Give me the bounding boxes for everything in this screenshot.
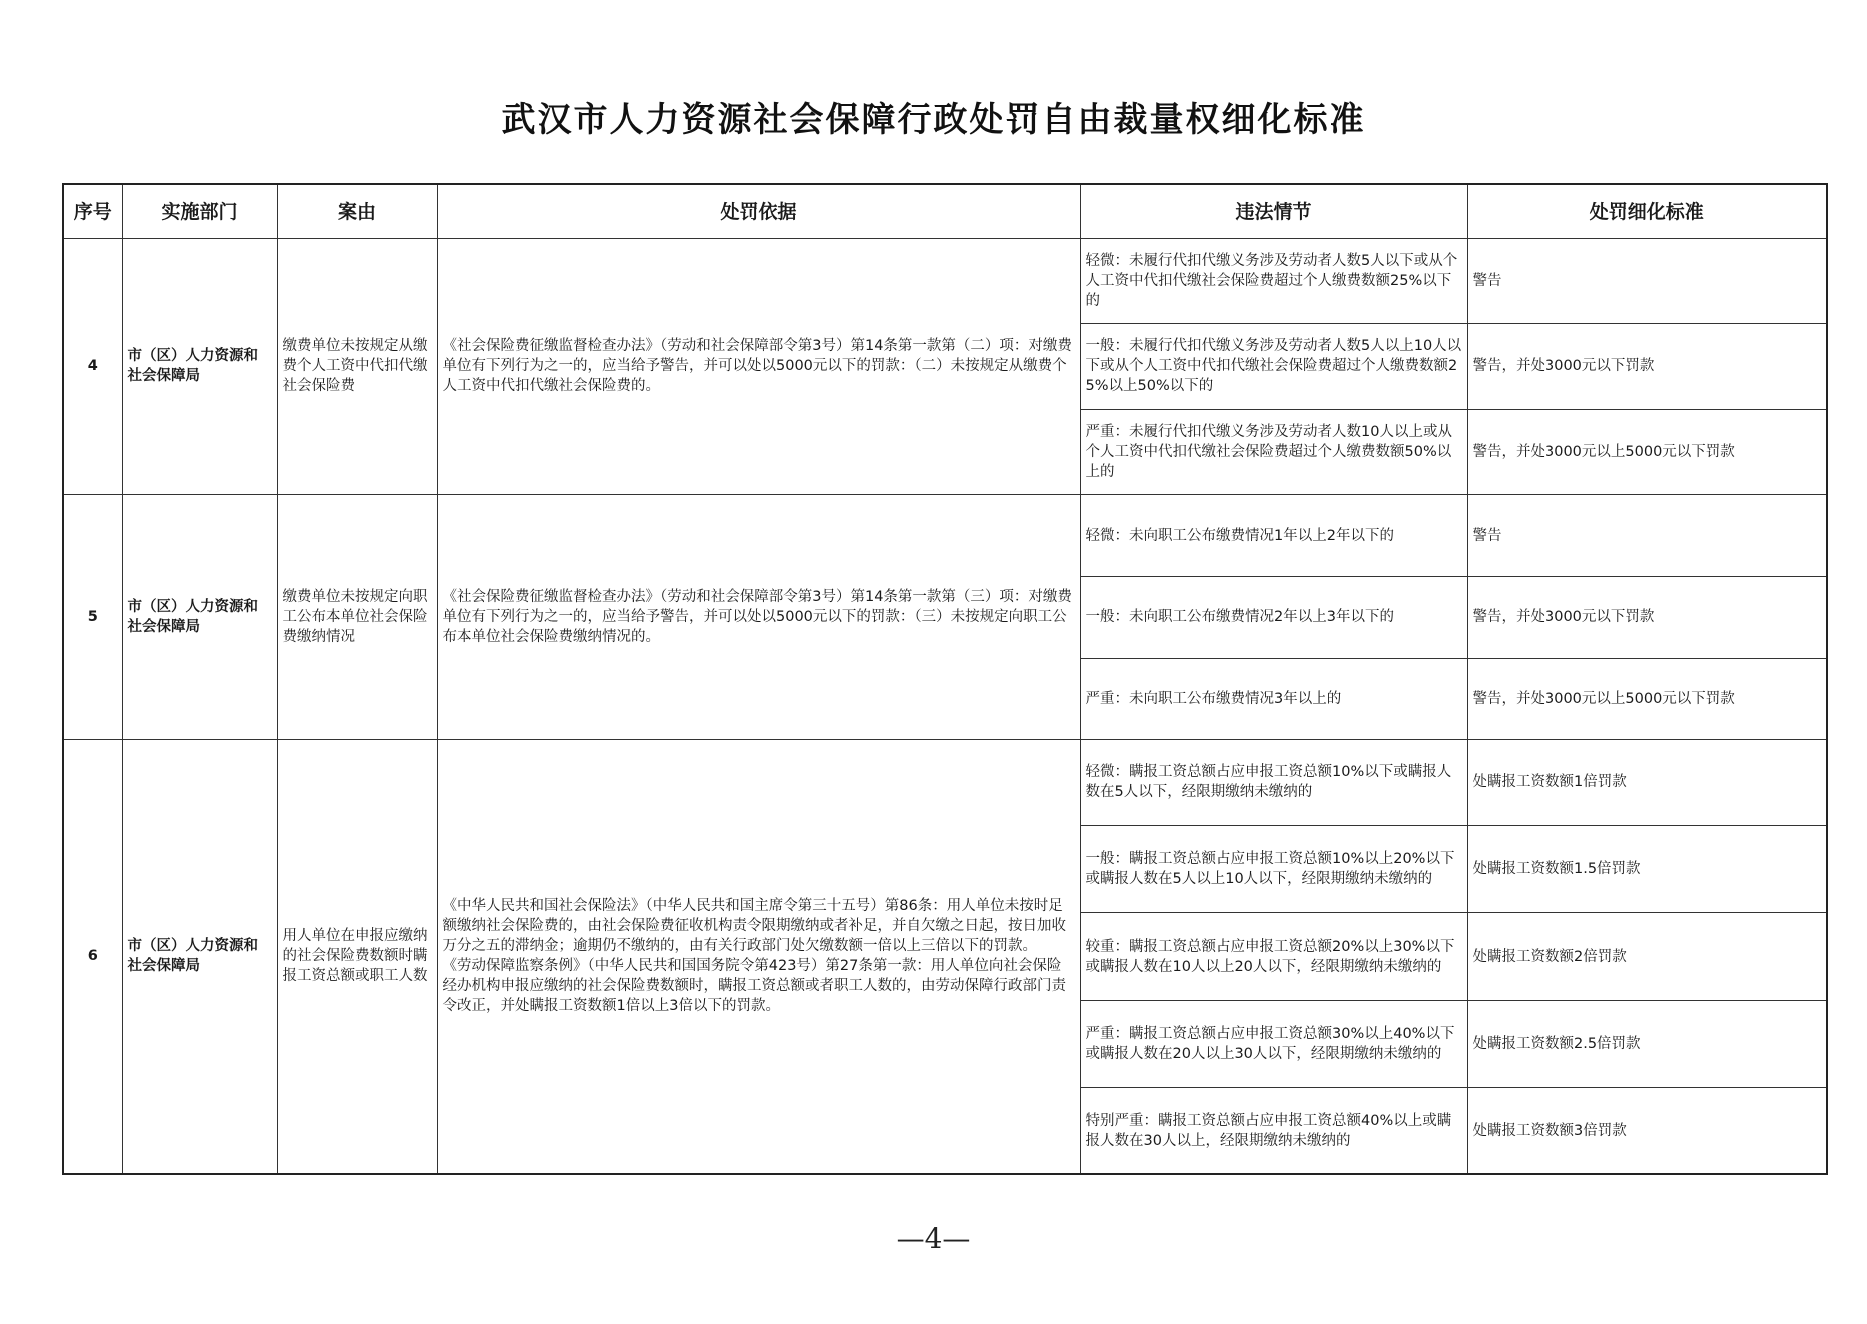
- table-header-row: [63, 184, 1827, 239]
- violation-plot: 严重：未向职工公布缴费情况3年以上的: [1080, 658, 1467, 739]
- violation-plot: 轻微：瞒报工资总额占应申报工资总额10%以下或瞒报人数在5人以下，经限期缴纳未缴纳的: [1080, 739, 1467, 825]
- violation-plot: 严重：瞒报工资总额占应申报工资总额30%以上40%以下或瞒报人数在20人以上30人以下，经限期缴纳未缴纳的: [1080, 1000, 1467, 1087]
- penalty-standard: 警告，并处3000元以上5000元以下罚款: [1467, 409, 1827, 494]
- table-row: [63, 239, 1827, 324]
- row-dept: 市（区）人力资源和社会保障局: [122, 239, 277, 495]
- penalty-standard: 警告，并处3000元以下罚款: [1467, 577, 1827, 658]
- penalty-standard: 处瞒报工资数额1.5倍罚款: [1467, 826, 1827, 913]
- violation-plot: 一般：未履行代扣代缴义务涉及劳动者人数5人以上10人以下或从个人工资中代扣代缴社会保险费超过个人缴费数额25%以上50%以下的: [1080, 324, 1467, 409]
- violation-plot: 一般：瞒报工资总额占应申报工资总额10%以上20%以下或瞒报人数在5人以上10人以下，经限期缴纳未缴纳的: [1080, 826, 1467, 913]
- basis-paragraph: 《中华人民共和国社会保险法》（中华人民共和国主席令第三十五号）第86条：用人单位未按时足额缴纳社会保险费的，由社会保险费征收机构责令限期缴纳或者补足，并自欠缴之日起，按日加收万分之五的滞纳金；逾期仍不缴纳的，由有关行政部门处欠缴数额一倍以上三倍以下的罚款。: [442, 898, 1066, 955]
- header-basis: 处罚依据: [437, 184, 1080, 239]
- row-cause: 缴费单位未按规定从缴费个人工资中代扣代缴社会保险费: [277, 239, 437, 495]
- basis-paragraph: 《劳动保障监察条例》（中华人民共和国国务院令第423号）第27条第一款：用人单位向社会保险经办机构申报应缴纳的社会保险费数额时，瞒报工资总额或者职工人数的，由劳动保障行政部门责令改正，并处瞒报工资数额1倍以上3倍以下的罚款。: [442, 958, 1066, 1015]
- header-seq: 序号: [63, 184, 122, 239]
- header-plot: 违法情节: [1080, 184, 1467, 239]
- penalty-standards-table: [62, 183, 1828, 1175]
- row-basis: [437, 739, 1080, 1174]
- header-dept: 实施部门: [122, 184, 277, 239]
- row-dept: 市（区）人力资源和社会保障局: [122, 494, 277, 739]
- penalty-standard: 警告，并处3000元以下罚款: [1467, 324, 1827, 409]
- row-seq: 5: [63, 494, 122, 739]
- row-seq: 6: [63, 739, 122, 1174]
- violation-plot: 轻微：未向职工公布缴费情况1年以上2年以下的: [1080, 494, 1467, 576]
- violation-plot: 严重：未履行代扣代缴义务涉及劳动者人数10人以上或从个人工资中代扣代缴社会保险费超过个人缴费数额50%以上的: [1080, 409, 1467, 494]
- row-basis: 《社会保险费征缴监督检查办法》（劳动和社会保障部令第3号）第14条第一款第（三）项：对缴费单位有下列行为之一的，应当给予警告，并可以处以5000元以下的罚款：（三）未按规定向职工公布本单位社会保险费缴纳情况的。: [437, 494, 1080, 739]
- page-title: 武汉市人力资源社会保障行政处罚自由裁量权细化标准: [501, 100, 1366, 140]
- violation-plot: 特别严重：瞒报工资总额占应申报工资总额40%以上或瞒报人数在30人以上，经限期缴纳未缴纳的: [1080, 1088, 1467, 1174]
- penalty-standard: 处瞒报工资数额1倍罚款: [1467, 739, 1827, 825]
- row-cause: 用人单位在申报应缴纳的社会保险费数额时瞒报工资总额或职工人数: [277, 739, 437, 1174]
- penalty-standard: 警告，并处3000元以上5000元以下罚款: [1467, 658, 1827, 739]
- row-cause: 缴费单位未按规定向职工公布本单位社会保险费缴纳情况: [277, 494, 437, 739]
- row-basis: 《社会保险费征缴监督检查办法》（劳动和社会保障部令第3号）第14条第一款第（二）项：对缴费单位有下列行为之一的，应当给予警告，并可以处以5000元以下的罚款：（二）未按规定从缴费个人工资中代扣代缴社会保险费的。: [437, 239, 1080, 495]
- penalty-standard: 警告: [1467, 239, 1827, 324]
- violation-plot: 较重：瞒报工资总额占应申报工资总额20%以上30%以下或瞒报人数在10人以上20人以下，经限期缴纳未缴纳的: [1080, 913, 1467, 1000]
- header-standard: 处罚细化标准: [1467, 184, 1827, 239]
- penalty-standard: 处瞒报工资数额2.5倍罚款: [1467, 1000, 1827, 1087]
- row-seq: 4: [63, 239, 122, 495]
- penalty-standard: 处瞒报工资数额2倍罚款: [1467, 913, 1827, 1000]
- table-row: [63, 739, 1827, 825]
- header-cause: 案由: [277, 184, 437, 239]
- row-dept: 市（区）人力资源和社会保障局: [122, 739, 277, 1174]
- page-number: —4—: [896, 1222, 971, 1255]
- violation-plot: 一般：未向职工公布缴费情况2年以上3年以下的: [1080, 577, 1467, 658]
- table-row: [63, 494, 1827, 576]
- violation-plot: 轻微：未履行代扣代缴义务涉及劳动者人数5人以下或从个人工资中代扣代缴社会保险费超过个人缴费数额25%以下的: [1080, 239, 1467, 324]
- penalty-standard: 警告: [1467, 494, 1827, 576]
- penalty-standard: 处瞒报工资数额3倍罚款: [1467, 1088, 1827, 1174]
